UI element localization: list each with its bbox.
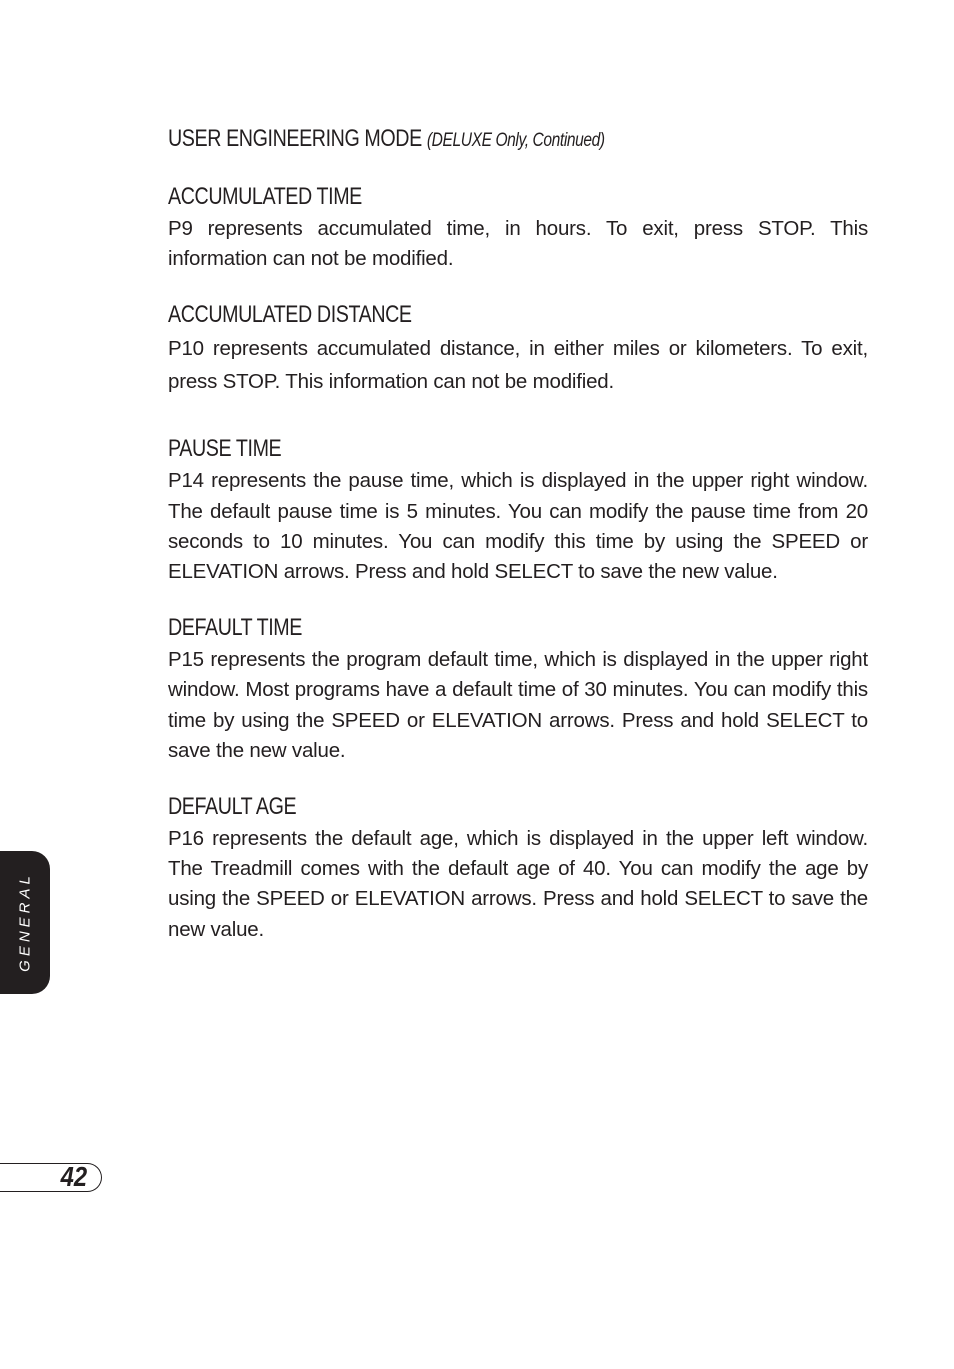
side-tab-general — [0, 851, 50, 994]
section-accumulated-distance — [168, 300, 868, 398]
section-heading: DEFAULT TIME — [168, 614, 302, 642]
page-title — [168, 124, 742, 156]
side-tab-label: GENERAL — [16, 872, 34, 972]
page-number-box — [0, 1163, 102, 1192]
section-heading: ACCUMULATED DISTANCE — [168, 301, 412, 329]
section-body: P14 represents the pause time, which is displayed in the upper right window. The default pause time is 5 minutes. You can modify the pause time from 20 seconds to 10 minutes. You can modify this time by using the SPEED or ELEVATION arrows. Press and hold SELECT to save the new value. — [168, 469, 868, 584]
section-body: P15 represents the program default time, which is displayed in the upper right window. Most programs have a default time of 30 minutes. You can modify this time by using the SPEED or ELEVATION arrows. Press and hold SELECT to save the new value. — [168, 648, 868, 762]
page-subtitle: (DELUXE Only, Continued) — [426, 130, 605, 151]
section-body: P9 represents accumulated time, in hours. To exit, press STOP. This information can not be modified. — [168, 217, 868, 271]
section-heading: DEFAULT AGE — [168, 793, 297, 821]
section-body: P10 represents accumulated distance, in either miles or kilometers. To exit, press STOP. This information can not be modified. — [168, 337, 868, 394]
section-body: P16 represents the default age, which is displayed in the upper left window. The Treadmill comes with the default age of 40. You can modify the age by using the SPEED or ELEVATION arrows. Press and hold SELECT to save the new value. — [168, 827, 868, 941]
page-title-text: USER ENGINEERING MODE — [168, 125, 422, 152]
section-default-time — [168, 613, 868, 766]
page-number: 42 — [60, 1161, 87, 1192]
section-heading: PAUSE TIME — [168, 435, 282, 463]
section-heading: ACCUMULATED TIME — [168, 183, 362, 210]
section-default-age — [168, 792, 868, 945]
section-accumulated-time — [168, 182, 868, 274]
section-pause-time — [168, 434, 868, 587]
page-content — [168, 124, 868, 971]
